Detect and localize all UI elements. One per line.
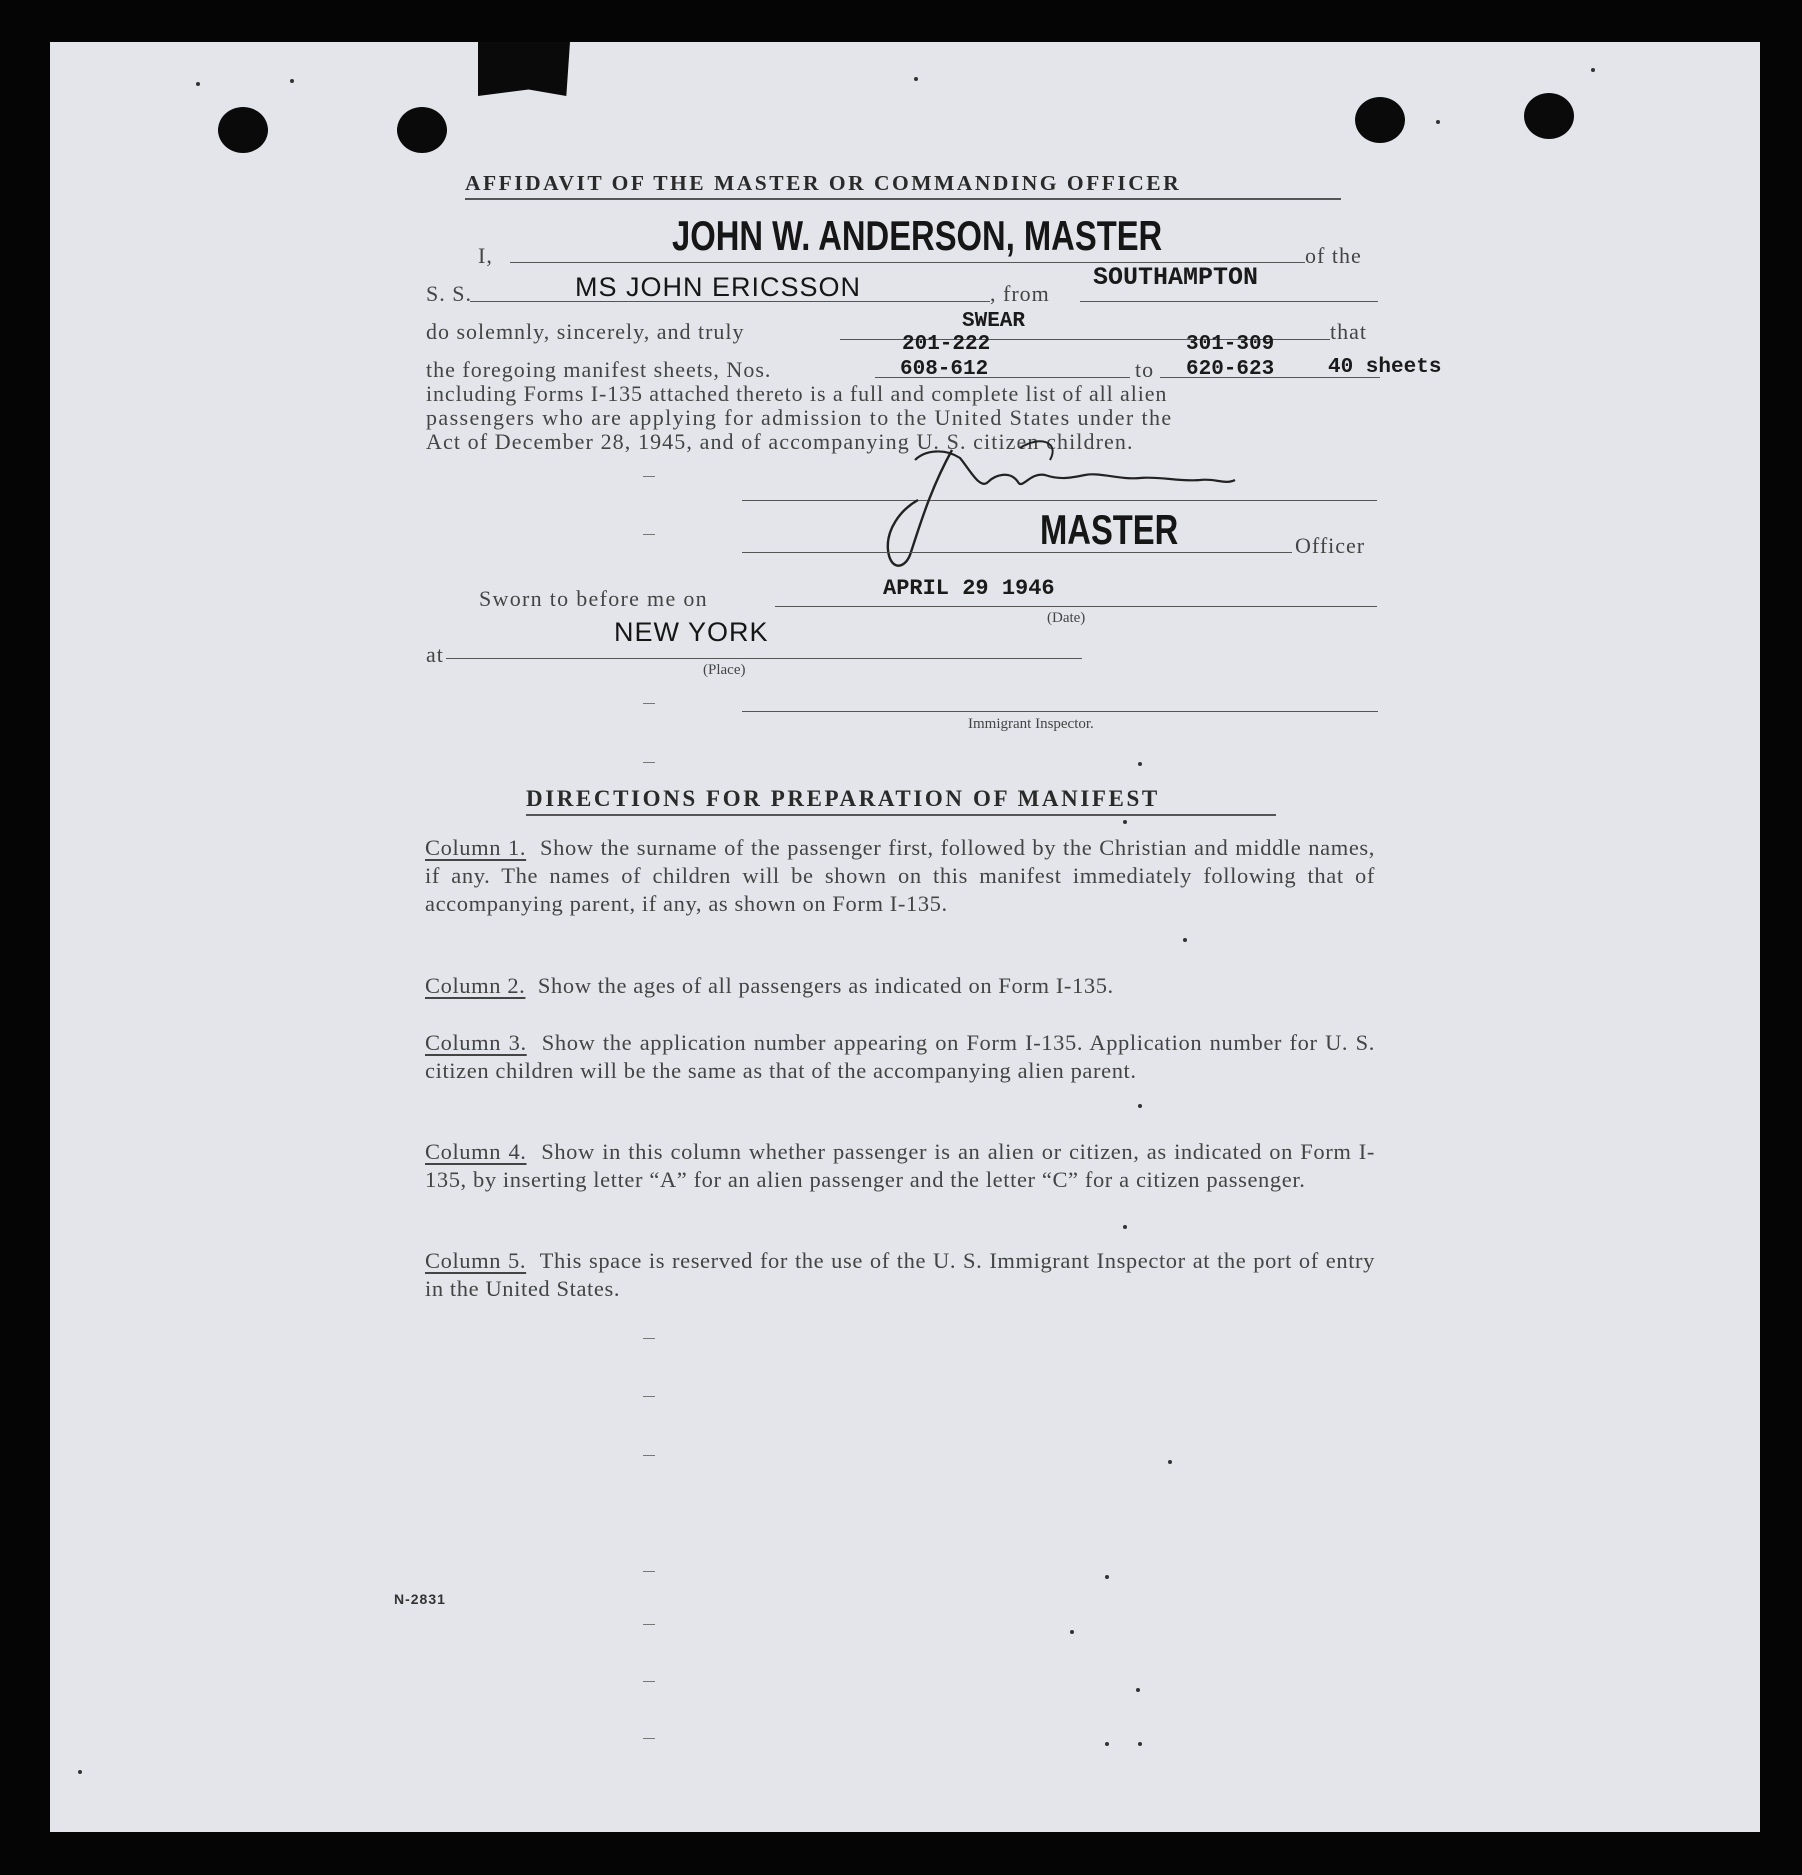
speck <box>196 82 200 86</box>
sworn-date: APRIL 29 1946 <box>883 576 1055 601</box>
column-text: Show the surname of the passenger first, followed by the Christian and middle names, if any. The names of children will be shown on this manifest immediately following that of accompanying parent, if any, as shown on Form I-135. <box>425 835 1375 916</box>
at-label: at <box>426 642 444 667</box>
speck <box>290 79 294 83</box>
master-signature <box>870 430 1290 580</box>
sheet-count: 40 sheets <box>1328 356 1442 379</box>
column-label: Column 3. <box>425 1030 527 1055</box>
direction-column-3 <box>425 1029 1375 1085</box>
speck <box>1168 1460 1172 1464</box>
faint-mark <box>643 1571 655 1572</box>
officer-title: MASTER <box>1040 506 1179 553</box>
column-text: Show in this column whether passenger is an alien or citizen, as indicated on Form I-135, by inserting letter “A” for an alien passenger and the letter “C” for a citizen passenger. <box>425 1139 1375 1192</box>
speck <box>1136 1688 1140 1692</box>
faint-mark <box>643 1738 655 1739</box>
place-line <box>446 658 1082 659</box>
speck <box>1105 1575 1109 1579</box>
column-label: Column 1. <box>425 835 527 860</box>
from-line <box>1080 301 1378 302</box>
faint-mark <box>643 476 655 477</box>
direction-column-1 <box>425 834 1375 918</box>
nos-range-4: 620-623 <box>1186 358 1275 381</box>
document-page <box>50 42 1760 1832</box>
punch-hole <box>218 107 268 153</box>
title-underline <box>465 198 1341 200</box>
punch-hole <box>1524 93 1574 139</box>
column-text: Show the ages of all passengers as indicated on Form I-135. <box>537 973 1114 998</box>
speck <box>1138 1104 1142 1108</box>
affidavit-body-line: including Forms I-135 attached thereto is a full and complete list of all alien <box>426 381 1168 406</box>
column-text: Show the application number appearing on Form I-135. Application number for U. S. citizen children will be the same as that of the accompanying alien parent. <box>425 1030 1375 1083</box>
nos-range-2: 301-309 <box>1186 333 1275 356</box>
speck <box>914 77 918 81</box>
swear-value: SWEAR <box>962 310 1026 333</box>
faint-mark <box>643 1338 655 1339</box>
direction-column-2 <box>425 972 1375 1000</box>
faint-mark <box>643 1455 655 1456</box>
from-label: , from <box>990 281 1050 306</box>
of-the-label: of the <box>1305 243 1362 268</box>
faint-mark <box>643 1681 655 1682</box>
speck <box>1138 762 1142 766</box>
faint-mark <box>643 534 655 535</box>
speck <box>1436 120 1440 124</box>
solemnly-text: do solemnly, sincerely, and truly <box>426 319 745 344</box>
torn-corner <box>478 42 570 96</box>
speck <box>1138 1742 1142 1746</box>
speck <box>1123 1225 1127 1229</box>
directions-title: DIRECTIONS FOR PREPARATION OF MANIFEST <box>526 786 1160 811</box>
directions-underline <box>526 814 1276 816</box>
date-caption: (Date) <box>1047 610 1086 626</box>
speck <box>1123 820 1127 824</box>
place-caption: (Place) <box>703 662 746 678</box>
speck <box>1183 938 1187 942</box>
speck <box>1070 1630 1074 1634</box>
inspector-line <box>742 711 1378 712</box>
nos-range-3: 608-612 <box>900 358 989 381</box>
faint-mark <box>643 1624 655 1625</box>
speck <box>1591 68 1595 72</box>
faint-mark <box>643 762 655 763</box>
that-label: that <box>1330 319 1367 344</box>
punch-hole <box>1355 97 1405 143</box>
from-port: SOUTHAMPTON <box>1093 263 1259 292</box>
affidavit-title: AFFIDAVIT OF THE MASTER OR COMMANDING OFFICER <box>465 171 1182 195</box>
foregoing-text: the foregoing manifest sheets, Nos. <box>426 357 772 382</box>
master-name: JOHN W. ANDERSON, MASTER <box>672 212 1163 259</box>
place: NEW YORK <box>614 617 769 647</box>
direction-column-4 <box>425 1138 1375 1194</box>
faint-mark <box>643 1396 655 1397</box>
date-line <box>775 606 1377 607</box>
officer-line <box>742 552 1292 553</box>
nos-range-1: 201-222 <box>902 333 991 356</box>
to-label: to <box>1135 357 1155 382</box>
affidavit-body-line: Act of December 28, 1945, and of accompanying U. S. citizen children. <box>426 429 1134 454</box>
affidavit-body-line: passengers who are applying for admission to the United States under the <box>426 405 1173 430</box>
column-text: This space is reserved for the use of the U. S. Immigrant Inspector at the port of entry in the United States. <box>425 1248 1375 1301</box>
ship-name: MS JOHN ERICSSON <box>575 272 862 302</box>
column-label: Column 4. <box>425 1139 527 1164</box>
i-label: I, <box>478 243 493 268</box>
inspector-caption: Immigrant Inspector. <box>968 716 1094 732</box>
speck <box>1105 1742 1109 1746</box>
speck <box>78 1770 82 1774</box>
faint-mark <box>643 703 655 704</box>
column-label: Column 2. <box>425 973 526 998</box>
punch-hole <box>397 107 447 153</box>
ss-label: S. S. <box>426 281 472 306</box>
column-label: Column 5. <box>425 1248 527 1273</box>
officer-label: Officer <box>1295 533 1366 558</box>
form-number: N-2831 <box>394 1591 446 1607</box>
sworn-label: Sworn to before me on <box>479 586 708 611</box>
direction-column-5 <box>425 1247 1375 1303</box>
